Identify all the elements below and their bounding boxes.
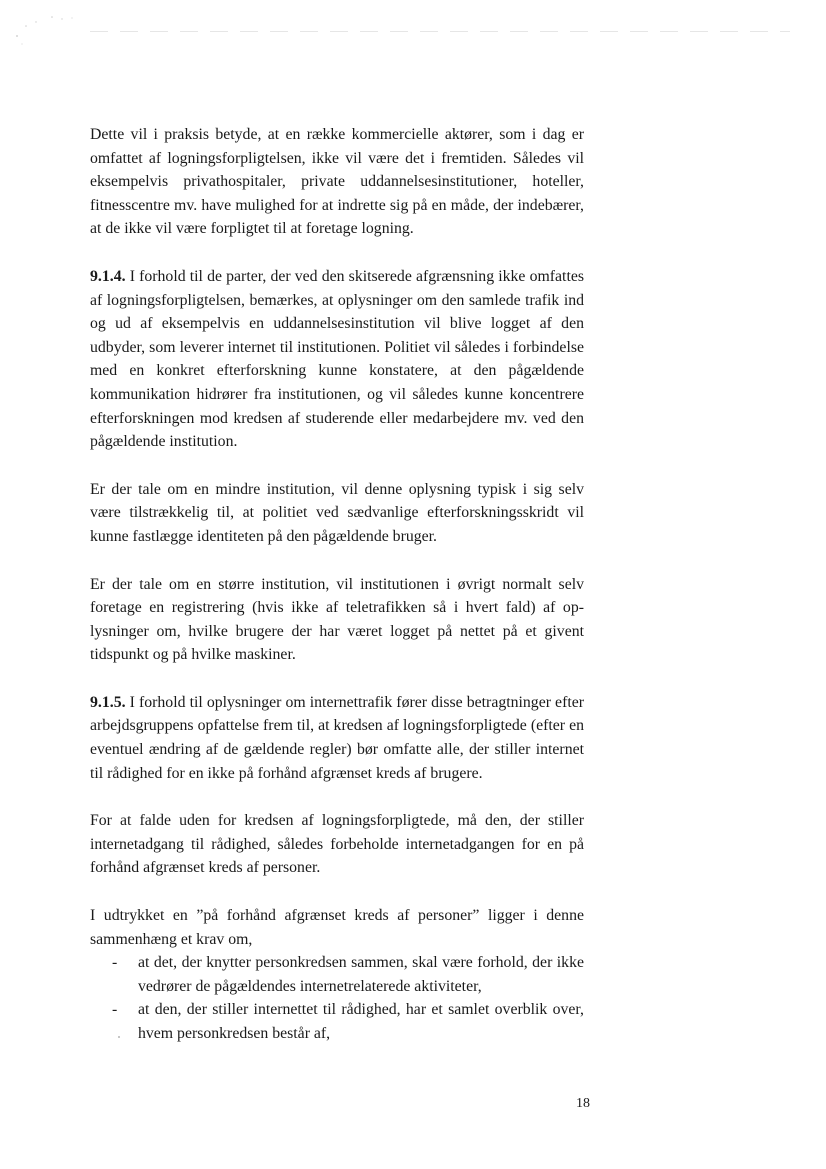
paragraph-6 <box>90 809 584 880</box>
paragraph-3-text: Er der tale om en mindre institution, vil denne oplysning typisk i sig selv være tilstrækkelig til, at politiet ved sædvanlige efterforskningsskridt vil kunne fastlægge identiteten på den pågældende bruger. <box>90 480 584 545</box>
paragraph-6-text: For at falde uden for kredsen af logningsforpligtede, må den, der stiller internetadgang til rådighed, således forbeholde internetadgangen for en på forhånd afgrænset kreds af personer. <box>90 812 584 877</box>
page-number: 18 <box>576 1096 590 1111</box>
paragraph-section-9-1-5 <box>90 691 584 785</box>
paragraph-3 <box>90 478 584 549</box>
paragraph-1-text: Dette vil i praksis betyde, at en række kommercielle aktører, som i dag er omfattet af logningsforpligtelsen, ikke vil være det i fremtiden. Således vil eksempelvis privathospitaler, private uddannelsesinstitutioner, hoteller, fitnesscentre mv. have mulighed for at indrette sig på en måde, der indebærer, at de ikke vil være forpligtet til at foretage logning. <box>90 126 584 238</box>
list-item <box>90 951 584 998</box>
list-item-marker: - <box>112 954 118 972</box>
section-number-9-1-5: 9.1.5. <box>90 693 126 711</box>
paragraph-section-9-1-4-text: I forhold til de parter, der ved den skitserede afgrænsning ikke omfattes af logningsforpligtelsen, bemærkes, at oplysninger om den samlede trafik ind og ud af eksempelvis en uddannelsesinstitution vil blive logget af den udbyder, som leverer internet til institutionen. Politiet vil således i forbindelse med en konkret efterforskning kunne konstatere, at den pågældende kommunikation hidrører fra institutionen, og vil således kunne koncentrere efterforskningen mod kredsen af studerende eller medarbejdere mv. ved den pågældende institution. <box>90 267 584 451</box>
paragraph-7 <box>90 904 584 951</box>
list-item-text: at den, der stiller internettet til rådighed, har et samlet overblik over, hvem personkredsen består af, <box>138 1001 584 1042</box>
body-text <box>90 123 584 1046</box>
paragraph-1 <box>90 123 584 241</box>
section-number-9-1-4: 9.1.4. <box>90 267 126 285</box>
requirement-list <box>90 951 584 1045</box>
list-item-marker: - <box>112 1001 118 1019</box>
scan-speck <box>118 1036 120 1038</box>
paragraph-4 <box>90 573 584 667</box>
scan-noise-specks <box>14 14 84 54</box>
scan-header-artifact <box>90 31 790 32</box>
paragraph-7-text: I udtrykket en ”på forhånd afgrænset kreds af personer” ligger i denne sammenhæng et krav om, <box>90 907 584 948</box>
list-item <box>90 998 584 1045</box>
list-item-text: at det, der knytter personkredsen sammen, skal være forhold, der ikke vedrører de pågældendes internetrelaterede aktiviteter, <box>138 954 584 995</box>
paragraph-section-9-1-5-text: I forhold til oplysninger om internettrafik fører disse betragtninger efter arbejdsgruppens opfattelse frem til, at kredsen af logningsforpligtede (efter en eventuel ændring af de gældende regler) bør omfatte alle, der stiller internet til rådighed for en ikke på forhånd afgrænset kreds af brugere. <box>90 693 584 782</box>
paragraph-section-9-1-4 <box>90 265 584 454</box>
paragraph-4-text: Er der tale om en større institution, vil institutionen i øvrigt normalt selv foretage en registrering (hvis ikke af teletrafikken så i hvert fald) af oplysninger om, hvilke brugere der har været logget på nettet på et givent tidspunkt og på hvilke maskiner. <box>90 575 584 664</box>
